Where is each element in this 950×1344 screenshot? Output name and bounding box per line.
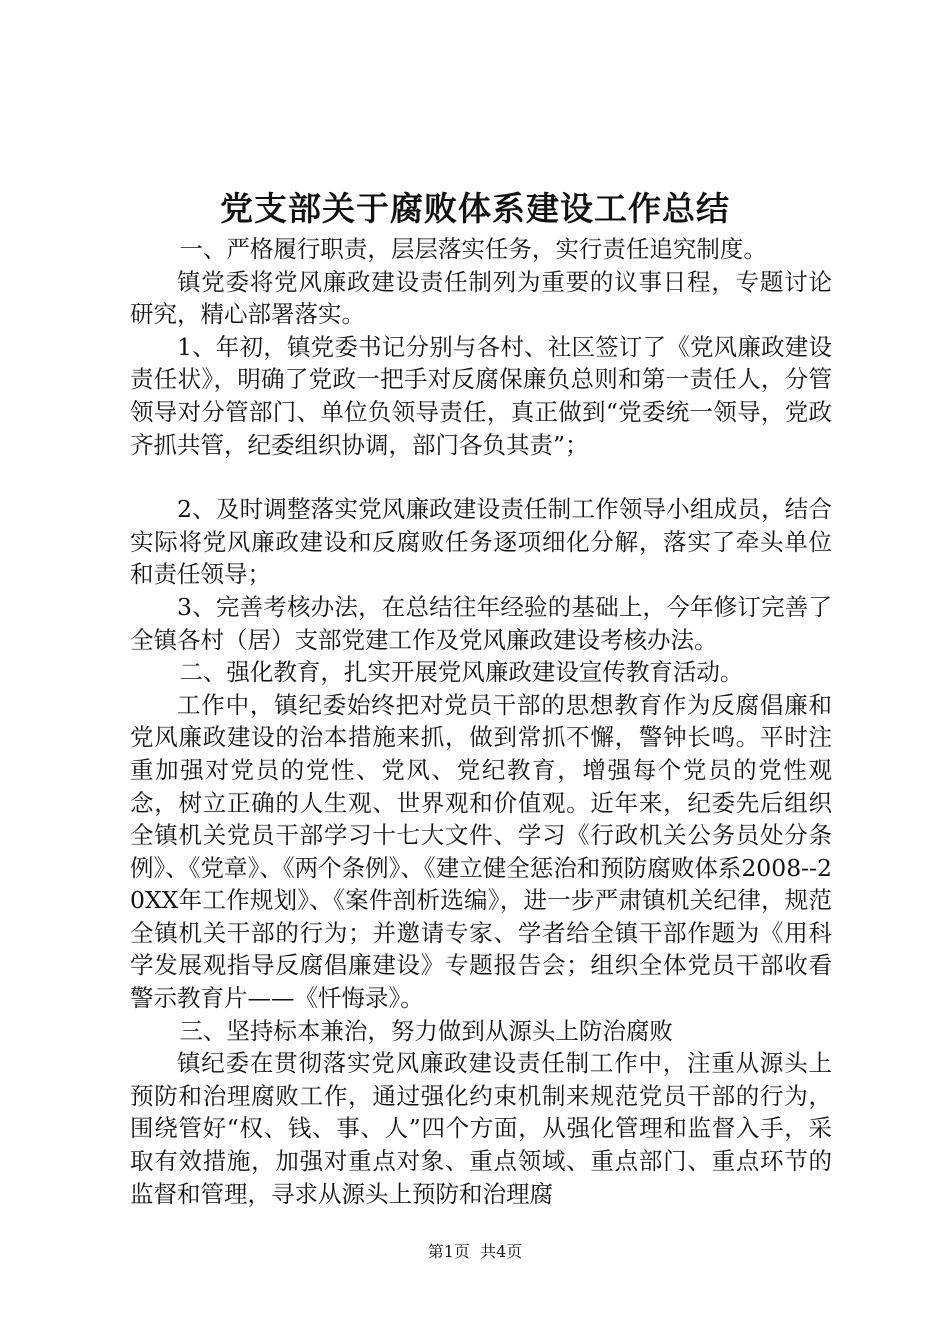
section-heading-3: 三、坚持标本兼治，努力做到从源头上防治腐败 — [179, 1016, 673, 1045]
section-heading-1: 一、严格履行职责，层层落实任务，实行责任追究制度。 — [179, 235, 767, 263]
page-footer — [0, 1242, 950, 1262]
document-body — [130, 233, 832, 1210]
paragraph: 3、完善考核办法，在总结往年经验的基础上，今年修订完善了全镇各村（居）支部党建工作及党风廉政建设考核办法。 — [130, 592, 832, 654]
section-heading-2: 二、强化教育，扎实开展党风廉政建设宣传教育活动。 — [179, 658, 744, 687]
paragraph: 镇党委将党风廉政建设责任制列为重要的议事日程，专题讨论研究，精心部署落实。 — [130, 267, 832, 329]
document-title: 党支部关于腐败体系建设工作总结 — [220, 189, 730, 228]
paragraph: 1、年初，镇党委书记分别与各村、社区签订了《党风廉政建设责任状》，明确了党政一把手对反腐保廉负总则和第一责任人，分管领导对分管部门、单位负领导责任，真正做到“党委统一领导，党政齐抓共管，纪委组织协调，部门各负其责”； — [130, 332, 832, 459]
paragraph: 工作中，镇纪委始终把对党员干部的思想教育作为反腐倡廉和党风廉政建设的治本措施来抓，做到常抓不懈，警钟长鸣。平时注重加强对党员的党性、党风、党纪教育，增强每个党员的党性观念，树立正确的人生观、世界观和价值观。近年来，纪委先后组织全镇机关党员干部学习十七大文件、学习《行政机关公务员处分条例》、《党章》、《两个条例》、《建立健全惩治和预防腐败体系2008--20XX年工作规划》、《案件剖析选编》，进一步严肃镇机关纪律，规范全镇机关干部的行为；并邀请专家、学者给全镇干部作题为《用科学发展观指导反腐倡廉建设》专题报告会；组织全体党员干部收看警示教育片——《忏悔录》。 — [130, 690, 832, 1013]
paragraph: 2、及时调整落实党风廉政建设责任制工作领导小组成员，结合实际将党风廉政建设和反腐败任务逐项细化分解，落实了牵头单位和责任领导； — [130, 495, 832, 589]
page-number-label: 第1页 共4页 — [427, 1242, 523, 1261]
paragraph: 镇纪委在贯彻落实党风廉政建设责任制工作中，注重从源头上预防和治理腐败工作，通过强化约束机制来规范党员干部的行为，围绕管好“权、钱、事、人”四个方面，从强化管理和监督入手，采取有效措施，加强对重点对象、重点领域、重点部门、重点环节的监督和管理，寻求从源头上预防和治理腐 — [130, 1049, 832, 1208]
